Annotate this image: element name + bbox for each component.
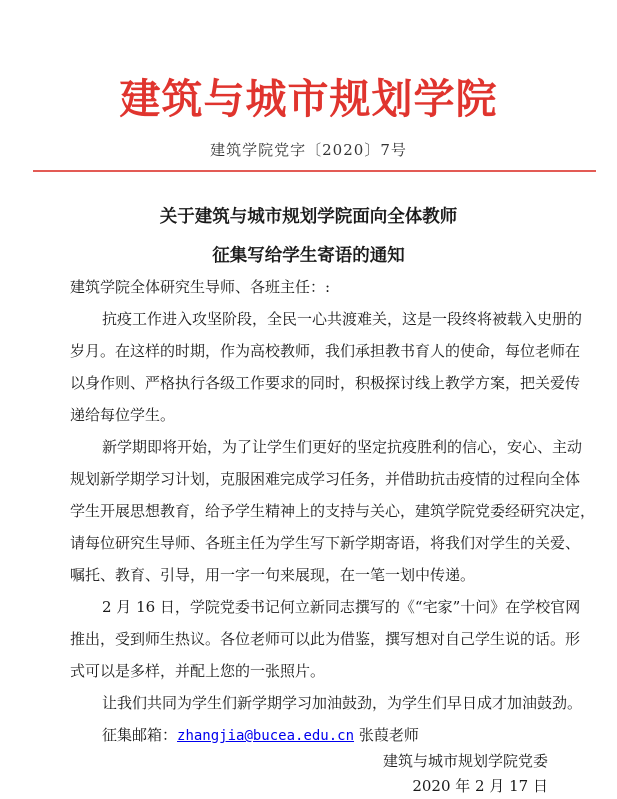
paragraph-2-line: 学生开展思想教育，给予学生精神上的支持与关心，建筑学院党委经研究决定， (70, 502, 596, 520)
contact-line (102, 725, 548, 745)
contact-label: 征集邮箱： (102, 726, 178, 744)
paragraph-1-line: 抗疫工作进入攻坚阶段，全民一心共渡难关，这是一段终将被载入史册的 (102, 310, 583, 328)
paragraph-1-line: 递给每位学生。 (70, 406, 176, 424)
paragraph-4: 让我们共同为学生们新学期学习加油鼓劲，为学生们早日成才加油鼓劲。 (102, 694, 583, 712)
notice-title-line-2: 征集写给学生寄语的通知 (212, 246, 405, 266)
paragraph-1-line: 以身作则、严格执行各级工作要求的同时，积极探讨线上教学方案，把关爱传 (70, 374, 581, 392)
paragraph-1-line: 岁月。在这样的时期，作为高校教师，我们承担教书育人的使命，每位老师在 (70, 342, 581, 360)
paragraph-3-line: 式可以是多样，并配上您的一张照片。 (70, 662, 326, 680)
organization-title: 建筑与城市规划学院 (119, 75, 498, 123)
document-number: 建筑学院党字〔2020〕7号 (210, 141, 407, 159)
salutation: 建筑学院全体研究生导师、各班主任：: (70, 278, 331, 296)
signature-issuer: 建筑与城市规划学院党委 (382, 752, 548, 770)
paragraph-2-line: 新学期即将开始，为了让学生们更好的坚定抗疫胜利的信心，安心、主动 (102, 438, 583, 456)
paragraph-3-line: 2 月 16 日，学院党委书记何立新同志撰写的《“宅家”十问》在学校官网 (102, 598, 581, 616)
contact-person: 张葭老师 (358, 726, 419, 744)
contact-email-link[interactable]: zhangjia@bucea.edu.cn (177, 728, 355, 744)
paragraph-3-line: 推出，受到师生热议。各位老师可以此为借鉴，撰写想对自己学生说的话。形 (70, 630, 581, 648)
paragraph-2-line: 请每位研究生导师、各班主任为学生写下新学期寄语，将我们对学生的关爱、 (70, 534, 581, 552)
paragraph-2-line: 规划新学期学习计划，克服困难完成学习任务，并借助抗击疫情的过程向全体 (70, 470, 581, 488)
notice-title-line-1: 关于建筑与城市规划学院面向全体教师 (159, 207, 458, 227)
header-divider (33, 170, 596, 172)
signature-date: 2020 年 2 月 17 日 (412, 777, 548, 795)
paragraph-2-line: 嘱托、教育、引导，用一字一句来展现，在一笔一划中传递。 (70, 566, 476, 584)
